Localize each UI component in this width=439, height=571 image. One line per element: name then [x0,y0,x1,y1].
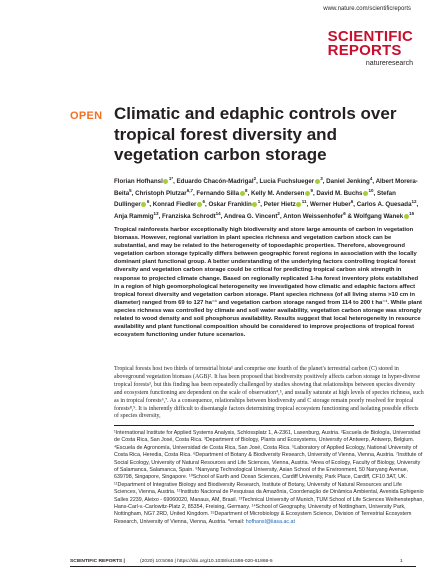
logo-line-scientific: SCIENTIFIC [327,28,413,45]
author[interactable] [135,187,193,197]
author-list: Florian Hofhansl $^{1*}$, Eduardo Chacón-Madrigal$^2$, Lucia Fuchslueger $^3$, Daniel Jenking$^4$, Albert Morera-Beita$^5$, Christoph Plutzar$^{6,7}$, Fernando Silla $^8$, Kelly M. Andersen $^9$, David M. Buchs $^{10}$, Stefan Dullinger $^6$, Konrad Fiedler $^6$, Oskar Franklin $^1$, Peter Hietz $^{11}$, Werner Huber$^6$, Carlos A. Quesada$^{12}$, Anja Rammig$^{13}$, Franziska Schrodt$^{14}$, Andrea G. Vincent$^2$, Anton Weissenhofer$^6$ & Wolfgang Wanek $^{15}$ [114,176,419,221]
footer-citation[interactable]: (2020) 10:5066 | https://doi.org/10.1038/s41598-020-61868-5 [140,559,273,564]
footer-journal: SCIENTIFIC REPORTS | [70,559,125,564]
author[interactable] [357,201,417,208]
author-affiliation-marker: 15 [409,210,415,216]
page-footer [70,559,410,564]
journal-logo [328,30,413,67]
orcid-icon[interactable] [240,191,245,196]
author[interactable] [251,187,313,197]
author-name: Daniel Jenking [326,178,370,186]
corresponding-email[interactable]: hofhansl@iiasa.ac.at [245,518,295,525]
author[interactable] [353,210,415,221]
author-affiliation-marker: 9 [310,187,313,193]
open-access-badge: OPEN [70,110,103,122]
author-name: Carlos A. Quesada [356,201,412,209]
article-title: Climatic and edaphic controls over tropical forest diversity and vegetation carbon storage [114,104,397,164]
author-name: Eduardo Chacón-Madrigal [176,178,254,186]
author[interactable] [196,187,248,197]
author-affiliation-marker: 14 [215,210,221,216]
publisher-name: natureresearch [365,60,413,67]
author-name: Lucia Fuchslueger [259,178,315,186]
author-name: Kelly M. Andersen [251,189,305,197]
author-name: Albert Morera-Beita [114,178,418,197]
author-name: Konrad Fiedler [152,201,197,209]
author[interactable] [310,201,353,208]
abstract: Tropical rainforests harbor exceptionally high biodiversity and store large amounts of carbon in vegetation biomass. However, regional variation in plant species richness and vegetation carbon stock can be substantial, and may be related to the heterogeneity of topoedaphic properties. Therefore, aboveground vegetation carbon storage typically differs between geographic forest regions in association with the locally dominant plant functional group. A better understanding of the underlying factors controlling tropical forest diversity and vegetation carbon storage could be critical for predicting tropical carbon sink strength in response to projected climate change. Based on regionally replicated 1-ha forest inventory plots established in a region of high geomorphological heterogeneity we investigated how climatic and edaphic factors affect tropical forest diversity and vegetation carbon storage. Plant species richness (of all living stems >10 cm in diameter) ranged from 69 to 127 ha⁻¹ and vegetation carbon storage ranged from 114 to 200 t ha⁻¹. While plant species richness was controlled by climate and soil water availability, vegetation carbon storage was strongly related to wood density and soil phosphorus availability. Results suggest that local heterogeneity in resource availability and plant functional composition should be considered to improve projections of tropical forest ecosystem functioning under future scenarios. [114,227,423,339]
author-name: Peter Hietz [263,201,296,209]
orcid-icon[interactable] [404,214,409,219]
author-affiliation-marker: 1 [257,199,261,205]
author[interactable] [264,201,307,208]
author-name: Andrea G. Vincent [223,213,278,221]
author-affiliation-marker: 6 [350,199,354,205]
author[interactable] [223,210,280,221]
author-affiliation-marker: 11 [301,199,307,205]
author-affiliation-marker: 12 [411,199,417,205]
author[interactable] [260,178,323,185]
author[interactable] [326,178,372,185]
author-name: Wolfgang Wanek [353,213,404,221]
author-affiliation-marker: 6 [146,199,150,205]
orcid-icon[interactable] [296,202,301,207]
author[interactable] [114,178,173,185]
author-name: Stefan Dullinger [114,189,396,209]
orcid-icon[interactable] [315,179,320,184]
body-paragraph: Tropical forests host two thirds of terrestrial biota¹ and comprise one fourth of the planet's terrestrial carbon (C) stored in aboveground vegetation biomass (AGB)². It has been proposed that biodiversity positively affects carbon storage in hyper-diverse tropical forests³, but this finding has been repeatedly challenged by studies showing that relationships between species diversity and ecosystem functioning are dependent on the scale of observation⁴,⁵, and usually saturate at high levels of species richness, such as in tropical forests⁶,⁷. As a consequence, relationships between biodiversity and C storage remain poorly resolved for tropical forests⁸,⁹. It is inherently difficult to disentangle factors determining tropical ecosystem functioning and isolating possible effects of species diversity, [114,366,424,420]
author-affiliation-marker: 5 [129,187,132,193]
author-affiliation-marker: 6 [343,210,346,216]
author-affiliation-marker: 6,7 [186,187,193,193]
author[interactable] [316,187,374,197]
affiliations [114,430,424,526]
orcid-icon[interactable] [163,179,168,184]
author-affiliation-marker: 2 [253,176,257,181]
author-affiliation-marker: 3 [320,176,323,181]
author-affiliation-marker: 1* [168,176,174,181]
author-affiliation-marker: 13 [153,210,159,216]
orcid-icon[interactable] [252,202,257,207]
author-affiliation-marker: 8 [245,187,248,193]
author-name: Franziska Schrodt [162,213,216,221]
author-affiliation-marker: 4 [369,176,373,181]
orcid-icon[interactable] [141,202,146,207]
author-name: Christoph Plutzar [135,189,187,197]
author[interactable] [153,201,205,208]
author-name: Florian Hofhansl [114,178,163,186]
author[interactable] [283,210,346,221]
author[interactable] [208,201,260,208]
journal-url[interactable]: www.nature.com/scientificreports [323,6,411,12]
author-affiliation-marker: 2 [277,210,280,216]
author-name: Fernando Silla [196,189,240,197]
author[interactable] [177,178,257,185]
author-name: David M. Buchs [316,189,363,197]
author[interactable] [114,210,159,221]
affiliations-text: ¹International Institute for Applied Systems Analysis, Schlossplatz 1, A-2361, Laxenburg, Austria. ²Escuela de Biología, Universidad de Costa Rica, San José, Costa Rica. ³Department of Biology, Plants and Ecosystems, University of Antwerp, Antwerp, Belgium. ⁴Escuela de Agronomía, Universidad de Costa Rica, San José, Costa Rica. ⁵Laboratory of Applied Ecology, National University of Costa Rica, Heredia, Costa Rica. ⁶Department of Botany & Biodiversity Research, University of Vienna, Vienna, Austria. ⁷Institute of Social Ecology, University of Natural Resources and Life Sciences, Vienna, Austria. ⁸Area of Ecology, Faculty of Biology, University of Salamanca, Salamanca, Spain. ⁹Nanyang Technological University, Asian School of the Environment, 50 Nanyang Avenue, 639798, Singapore, Singapore. ¹⁰School of Earth and Ocean Sciences, Cardiff University, Park Place, Cardiff, CF10 3AT, UK. ¹¹Department of Integrative Biology and Biodiversity Research, Institute of Botany, University of Natural Resources and Life Sciences, Vienna, Austria. ¹²Instituto Nacional de Pesquisas da Amazônia, Coordenação de Dinâmica Ambiental, Avenida Ephigenio Salles 2239, Aleixo - 69060020, Manaus, AM, Brasil. ¹³Technical University of Munich, TUM School of Life Sciences Weihenstephan, Hans-Carl-v.-Carlowitz-Platz 2, 85354, Freising, Germany. ¹⁴School of Geography, University of Nottingham, University Park, Nottingham, NG7 2RD, United Kingdom. ¹⁵Department of Microbiology & Ecosystem Science, Division of Terrestrial Ecosystem Research, University of Vienna, Vienna, Austria. *email: [114,430,424,525]
author-name: Anton Weissenhofer [283,213,344,221]
page-number: 1 [400,559,403,564]
footer-divider [70,566,416,567]
author-affiliation-marker: 10 [368,187,374,193]
logo-line-reports: REPORTS [327,42,402,59]
author-name: Oskar Franklin [208,201,252,209]
author-name: Anja Rammig [114,213,154,221]
author[interactable] [162,210,221,221]
author-name: Werner Huber [309,201,351,209]
author-affiliation-marker: 6 [202,199,205,205]
affiliation-divider [114,425,414,426]
